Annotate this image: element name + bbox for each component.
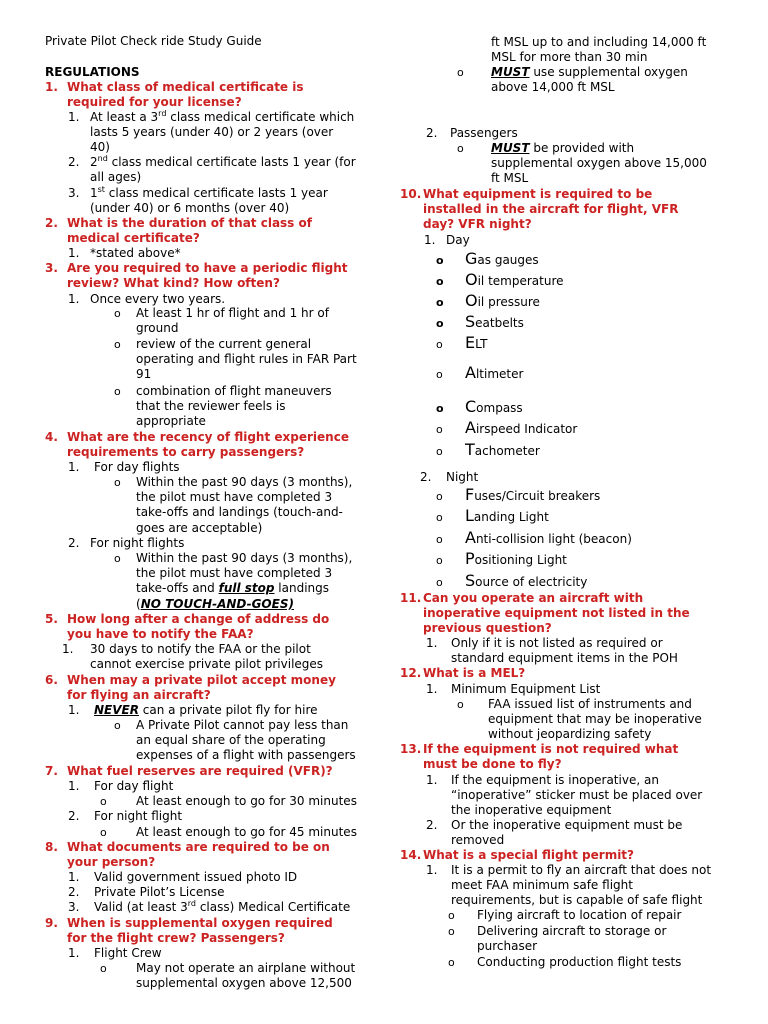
acronym-letter: T <box>465 440 475 459</box>
bullet-icon: o <box>436 338 443 351</box>
q14-answer-1 <box>426 863 766 909</box>
q14-bullet-2 <box>448 924 758 954</box>
question-5-number: 5. <box>45 612 58 626</box>
q7-bullet-1 <box>100 794 380 809</box>
answer-number: 1. <box>426 773 438 787</box>
superscript: st <box>97 185 105 194</box>
bullet-icon: o <box>448 956 455 969</box>
bullet-text: an equal share of the operating <box>136 733 326 748</box>
bullet-text: equipment that may be inoperative <box>488 712 702 727</box>
answer-text: 30 days to notify the FAA or the pilot <box>90 642 311 656</box>
bullet-icon: o <box>436 554 443 567</box>
bullet-icon: o <box>436 368 443 381</box>
answer-number: 2. <box>426 818 438 832</box>
answer-number: 1. <box>68 779 80 793</box>
q2-answer-1 <box>68 246 181 261</box>
q11-answer-1 <box>426 636 756 666</box>
question-11 <box>400 591 760 637</box>
q9-answer-2 <box>426 126 518 141</box>
emphasis-text: full stop <box>218 581 275 596</box>
answer-text: removed <box>451 833 505 848</box>
bullet-text: Within the past 90 days (3 months), <box>136 475 353 489</box>
bullet-text: above 14,000 ft MSL <box>491 80 615 95</box>
bullet-text: Delivering aircraft to storage or <box>477 924 667 938</box>
q13-answer-2 <box>426 818 756 848</box>
bullet-text: ( <box>136 596 141 611</box>
equipment-name: eatbelts <box>475 316 524 330</box>
q7-answer-2 <box>68 809 182 824</box>
answer-text: At least a 3 <box>90 110 159 124</box>
answer-text: Night <box>446 470 479 484</box>
question-9-line-1: When is supplemental oxygen required <box>67 916 333 930</box>
q12-answer-1 <box>426 682 600 697</box>
question-3-line-1: Are you required to have a periodic flight <box>67 261 348 275</box>
bullet-text: be provided with <box>529 141 635 155</box>
q12-bullet-1 <box>457 697 757 743</box>
bullet-text: without jeopardizing safety <box>488 727 652 742</box>
equipment-name: achometer <box>474 444 540 458</box>
answer-number: 1. <box>68 110 80 124</box>
bullet-text: supplemental oxygen above 15,000 <box>491 156 707 171</box>
answer-text: standard equipment items in the POH <box>451 651 678 666</box>
equipment-item <box>436 549 567 569</box>
answer-number: 2. <box>68 885 80 899</box>
q13-answer-1 <box>426 773 756 819</box>
question-7 <box>45 764 380 779</box>
question-8-line-1: What documents are required to be on <box>67 840 330 854</box>
equipment-item <box>436 333 487 353</box>
answer-text: For night flight <box>94 809 183 823</box>
bullet-text: ft MSL <box>491 171 529 186</box>
question-14-line-1: What is a special flight permit? <box>423 848 635 862</box>
bullet-text: Flying aircraft to location of repair <box>477 908 682 922</box>
equipment-item <box>436 571 587 591</box>
question-3 <box>45 261 380 291</box>
q1-answer-1 <box>68 110 378 156</box>
bullet-icon: o <box>436 511 443 524</box>
answer-number: 1. <box>68 246 80 260</box>
bullet-text: that the reviewer feels is <box>136 399 286 414</box>
bullet-icon: o <box>448 909 455 922</box>
question-9-number: 9. <box>45 916 58 930</box>
q4-bullet-1 <box>114 475 374 536</box>
answer-number: 1. <box>424 233 436 247</box>
answer-text: 1 <box>90 186 98 200</box>
answer-text: 2 <box>90 155 98 169</box>
question-11-line-3: previous question? <box>423 621 552 636</box>
question-11-line-2: inoperative equipment not listed in the <box>423 606 690 621</box>
section-heading: REGULATIONS <box>45 65 140 79</box>
bullet-text: At least 1 hr of flight and 1 hr of <box>136 306 329 320</box>
emphasis-text: MUST <box>491 65 530 79</box>
answer-text: 40) <box>90 140 110 155</box>
answer-text: the inoperative equipment <box>451 803 612 818</box>
question-9 <box>45 916 380 946</box>
emphasis-text: NEVER <box>94 703 139 717</box>
question-14 <box>400 848 760 863</box>
equipment-item <box>436 312 524 332</box>
q6-bullet-1 <box>114 718 374 764</box>
bullet-icon: o <box>457 66 464 79</box>
superscript: rd <box>187 899 196 908</box>
acronym-letter: E <box>465 333 476 352</box>
emphasis-text: MUST <box>491 141 530 155</box>
bullet-text: Conducting production flight tests <box>477 955 682 969</box>
bullet-icon: o <box>436 317 444 330</box>
question-10-line-3: day? VFR night? <box>423 217 532 232</box>
equipment-name: ltimeter <box>475 367 524 381</box>
answer-number: 1. <box>68 703 80 717</box>
equipment-name: uses/Circuit breakers <box>474 489 601 503</box>
equipment-item <box>436 440 540 460</box>
answer-number: 1. <box>426 863 438 877</box>
bullet-text: At least enough to go for 30 minutes <box>136 794 357 808</box>
answer-text: Private Pilot’s License <box>94 885 225 899</box>
q8-answer-2 <box>68 885 224 900</box>
bullet-text: A Private Pilot cannot pay less than <box>136 718 349 732</box>
acronym-letter: O <box>465 270 478 289</box>
bullet-text: goes are acceptable) <box>136 520 263 535</box>
bullet-icon: o <box>114 385 121 398</box>
answer-text: Day <box>446 233 470 247</box>
acronym-letter: A <box>465 363 476 382</box>
q9-bullet-1-continued <box>491 35 761 65</box>
acronym-letter: P <box>465 549 475 568</box>
bullet-text: 91 <box>136 367 152 382</box>
bullet-icon: o <box>436 533 443 546</box>
acronym-letter: G <box>465 249 478 268</box>
equipment-item <box>436 528 632 548</box>
question-4-line-2: requirements to carry passengers? <box>67 445 305 460</box>
question-13-line-1: If the equipment is not required what <box>423 742 679 756</box>
bullet-icon: o <box>100 795 107 808</box>
answer-text: It is a permit to fly an aircraft that does not <box>451 863 712 877</box>
bullet-text: purchaser <box>477 939 538 954</box>
question-1-line-2: required for your license? <box>67 95 242 110</box>
equipment-name: nti-collision light (beacon) <box>475 532 632 546</box>
bullet-text: May not operate an airplane without <box>136 961 356 975</box>
question-9-line-2: for the flight crew? Passengers? <box>67 931 285 946</box>
q4-answer-2 <box>68 536 184 551</box>
equipment-item <box>436 249 539 269</box>
answer-text: requirements, but is capable of safe flight <box>451 893 703 908</box>
bullet-text: FAA issued list of instruments and <box>488 697 692 711</box>
question-10-line-2: installed in the aircraft for flight, VFR <box>423 202 679 217</box>
bullet-icon: o <box>436 275 444 288</box>
question-10 <box>400 187 750 233</box>
q9-bullet-1 <box>100 961 380 991</box>
bullet-text: take-offs and <box>136 581 219 596</box>
q4-bullet-2 <box>114 551 374 612</box>
acronym-letter: A <box>465 418 476 437</box>
equipment-item <box>436 397 523 417</box>
question-14-number: 14. <box>400 848 422 862</box>
bullet-text: the pilot must have completed 3 <box>136 490 333 505</box>
answer-text: (under 40) or 6 months (over 40) <box>90 201 290 216</box>
bullet-text: At least enough to go for 45 minutes <box>136 825 357 839</box>
answer-text: class medical certificate which <box>166 110 355 124</box>
answer-text: “inoperative” sticker must be placed over <box>451 788 703 803</box>
bullet-icon: o <box>100 962 107 975</box>
q3-bullet-2 <box>114 337 374 383</box>
bullet-icon: o <box>436 402 444 415</box>
q4-answer-1 <box>68 460 180 475</box>
bullet-text: review of the current general <box>136 337 312 351</box>
question-12 <box>400 666 760 681</box>
answer-text: Valid government issued photo ID <box>94 870 298 884</box>
q10-answer-1 <box>424 233 470 248</box>
equipment-item <box>436 291 540 311</box>
question-10-number: 10. <box>400 187 422 201</box>
bullet-text: operating and flight rules in FAR Part <box>136 352 357 367</box>
bullet-text: appropriate <box>136 414 206 429</box>
bullet-text: supplemental oxygen above 12,500 <box>136 976 352 991</box>
question-12-number: 12. <box>400 666 422 680</box>
answer-text: Flight Crew <box>94 946 162 960</box>
answer-number: 2. <box>68 536 80 550</box>
bullet-icon: o <box>114 338 121 351</box>
q1-answer-2 <box>68 155 378 185</box>
bullet-icon: o <box>436 296 444 309</box>
page-title: Private Pilot Check ride Study Guide <box>45 34 262 48</box>
answer-text: For day flights <box>94 460 180 474</box>
bullet-icon: o <box>448 925 455 938</box>
q14-bullet-1 <box>448 908 758 923</box>
question-4 <box>45 430 380 460</box>
answer-number: 1. <box>68 946 80 960</box>
answer-text: If the equipment is inoperative, an <box>451 773 659 787</box>
bullet-text: ground <box>136 321 179 336</box>
bullet-text: expenses of a flight with passengers <box>136 748 356 763</box>
q7-bullet-2 <box>100 825 380 840</box>
day-equipment-list <box>436 249 756 471</box>
answer-number: 1. <box>426 682 438 696</box>
answer-number: 3. <box>68 900 80 914</box>
answer-number: 2. <box>68 155 80 169</box>
question-4-number: 4. <box>45 430 58 444</box>
answer-text: For day flight <box>94 779 174 793</box>
q9-bullet-2 <box>457 65 757 95</box>
equipment-item <box>436 418 577 438</box>
question-11-number: 11. <box>400 591 422 605</box>
superscript: rd <box>158 109 167 118</box>
answer-text: all ages) <box>90 170 142 185</box>
q10-answer-2 <box>420 470 478 485</box>
question-1-number: 1. <box>45 80 58 94</box>
answer-number: 2. <box>420 470 432 484</box>
bullet-icon: o <box>114 552 121 565</box>
bullet-text: ft MSL up to and including 14,000 ft <box>491 35 707 49</box>
q7-answer-1 <box>68 779 173 794</box>
answer-text: class medical certificate lasts 1 year (for <box>107 155 356 169</box>
bullet-icon: o <box>100 826 107 839</box>
question-7-number: 7. <box>45 764 58 778</box>
question-6-number: 6. <box>45 673 58 687</box>
emphasis-text: NO TOUCH-AND-GOES) <box>140 596 294 611</box>
equipment-name: anding Light <box>473 510 549 524</box>
acronym-letter: C <box>465 397 477 416</box>
acronym-letter: F <box>465 485 475 504</box>
question-2-number: 2. <box>45 216 58 230</box>
answer-text: Only if it is not listed as required or <box>451 636 663 650</box>
answer-text: For night flights <box>90 536 185 550</box>
bullet-icon: o <box>114 476 121 489</box>
answer-number: 2. <box>68 809 80 823</box>
answer-number: 1. <box>68 460 80 474</box>
question-4-line-1: What are the recency of flight experience <box>67 430 349 444</box>
bullet-icon: o <box>436 576 443 589</box>
acronym-letter: L <box>465 506 474 525</box>
bullet-icon: o <box>436 254 444 267</box>
question-13 <box>400 742 760 772</box>
bullet-icon: o <box>436 423 443 436</box>
question-5-line-2: you have to notify the FAA? <box>67 627 254 642</box>
answer-number: 3. <box>68 186 80 200</box>
question-6 <box>45 673 380 703</box>
answer-number: 1. <box>426 636 438 650</box>
equipment-item <box>436 270 564 290</box>
bullet-icon: o <box>457 142 464 155</box>
question-2-line-1: What is the duration of that class of <box>67 216 312 230</box>
equipment-item <box>436 506 549 526</box>
acronym-letter: S <box>465 571 476 590</box>
q14-bullet-3 <box>448 955 758 970</box>
question-12-line-1: What is a MEL? <box>423 666 526 680</box>
bullet-icon: o <box>436 445 443 458</box>
equipment-name: il pressure <box>477 295 540 309</box>
question-3-number: 3. <box>45 261 58 275</box>
question-10-line-1: What equipment is required to be <box>423 187 653 201</box>
answer-text: lasts 5 years (under 40) or 2 years (over <box>90 125 334 140</box>
bullet-text: take-offs and landings (touch-and- <box>136 505 343 520</box>
q3-answer-1 <box>68 292 225 307</box>
bullet-icon: o <box>436 490 443 503</box>
question-8 <box>45 840 380 870</box>
answer-text: Valid (at least 3 <box>94 900 188 914</box>
q9-bullet-3 <box>457 141 757 187</box>
question-8-line-2: your person? <box>67 855 156 870</box>
question-11-line-1: Can you operate an aircraft with <box>423 591 644 605</box>
bullet-text: combination of flight maneuvers <box>136 384 332 398</box>
equipment-item <box>436 485 600 505</box>
answer-number: 1. <box>68 870 80 884</box>
bullet-text: use supplemental oxygen <box>529 65 688 79</box>
question-8-number: 8. <box>45 840 58 854</box>
q9-answer-1 <box>68 946 162 961</box>
q8-answer-1 <box>68 870 297 885</box>
q6-answer-1 <box>68 703 318 718</box>
answer-number: 1. <box>68 292 80 306</box>
equipment-name: ositioning Light <box>474 553 567 567</box>
answer-text: Passengers <box>450 126 518 140</box>
question-13-line-2: must be done to fly? <box>423 757 562 772</box>
answer-number: 2. <box>426 126 438 140</box>
q5-answer-1 <box>62 642 382 672</box>
answer-text: Once every two years. <box>90 292 226 306</box>
answer-text: class) Medical Certificate <box>196 900 351 914</box>
answer-number: 1. <box>62 642 74 656</box>
acronym-letter: S <box>465 312 476 331</box>
question-5-line-1: How long after a change of address do <box>67 612 330 626</box>
question-2 <box>45 216 375 246</box>
equipment-name: irspeed Indicator <box>475 422 578 436</box>
answer-text: Or the inoperative equipment must be <box>451 818 683 832</box>
question-1 <box>45 80 375 110</box>
answer-text: meet FAA minimum safe flight <box>451 878 633 893</box>
answer-text: Minimum Equipment List <box>451 682 601 696</box>
answer-text: class medical certificate lasts 1 year <box>104 186 328 200</box>
acronym-letter: O <box>465 291 478 310</box>
night-equipment-list <box>436 485 756 595</box>
answer-text: cannot exercise private pilot privileges <box>90 657 324 672</box>
acronym-letter: A <box>465 528 476 547</box>
q8-answer-3 <box>68 900 350 915</box>
q1-answer-3 <box>68 186 378 216</box>
question-13-number: 13. <box>400 742 422 756</box>
bullet-text: Within the past 90 days (3 months), <box>136 551 353 565</box>
equipment-name: ource of electricity <box>475 575 588 589</box>
bullet-text: the pilot must have completed 3 <box>136 566 333 581</box>
bullet-icon: o <box>114 307 121 320</box>
bullet-icon: o <box>114 719 121 732</box>
answer-text: can a private pilot fly for hire <box>138 703 318 717</box>
equipment-name: ompass <box>476 401 523 415</box>
question-6-line-2: for flying an aircraft? <box>67 688 211 703</box>
bullet-icon: o <box>457 698 464 711</box>
question-2-line-2: medical certificate? <box>67 231 200 246</box>
question-6-line-1: When may a private pilot accept money <box>67 673 336 687</box>
question-7-line-1: What fuel reserves are required (VFR)? <box>67 764 333 778</box>
question-3-line-2: review? What kind? How often? <box>67 276 280 291</box>
equipment-name: il temperature <box>477 274 564 288</box>
bullet-text: landings <box>274 581 330 596</box>
equipment-name: LT <box>475 337 488 351</box>
q3-bullet-1 <box>114 306 374 336</box>
answer-text: *stated above* <box>90 246 181 260</box>
superscript: nd <box>97 154 108 163</box>
question-1-line-1: What class of medical certificate is <box>67 80 304 94</box>
q3-bullet-3 <box>114 384 374 430</box>
equipment-name: as gauges <box>477 253 539 267</box>
question-5 <box>45 612 380 642</box>
equipment-item <box>436 363 523 383</box>
bullet-text: MSL for more than 30 min <box>491 50 648 65</box>
